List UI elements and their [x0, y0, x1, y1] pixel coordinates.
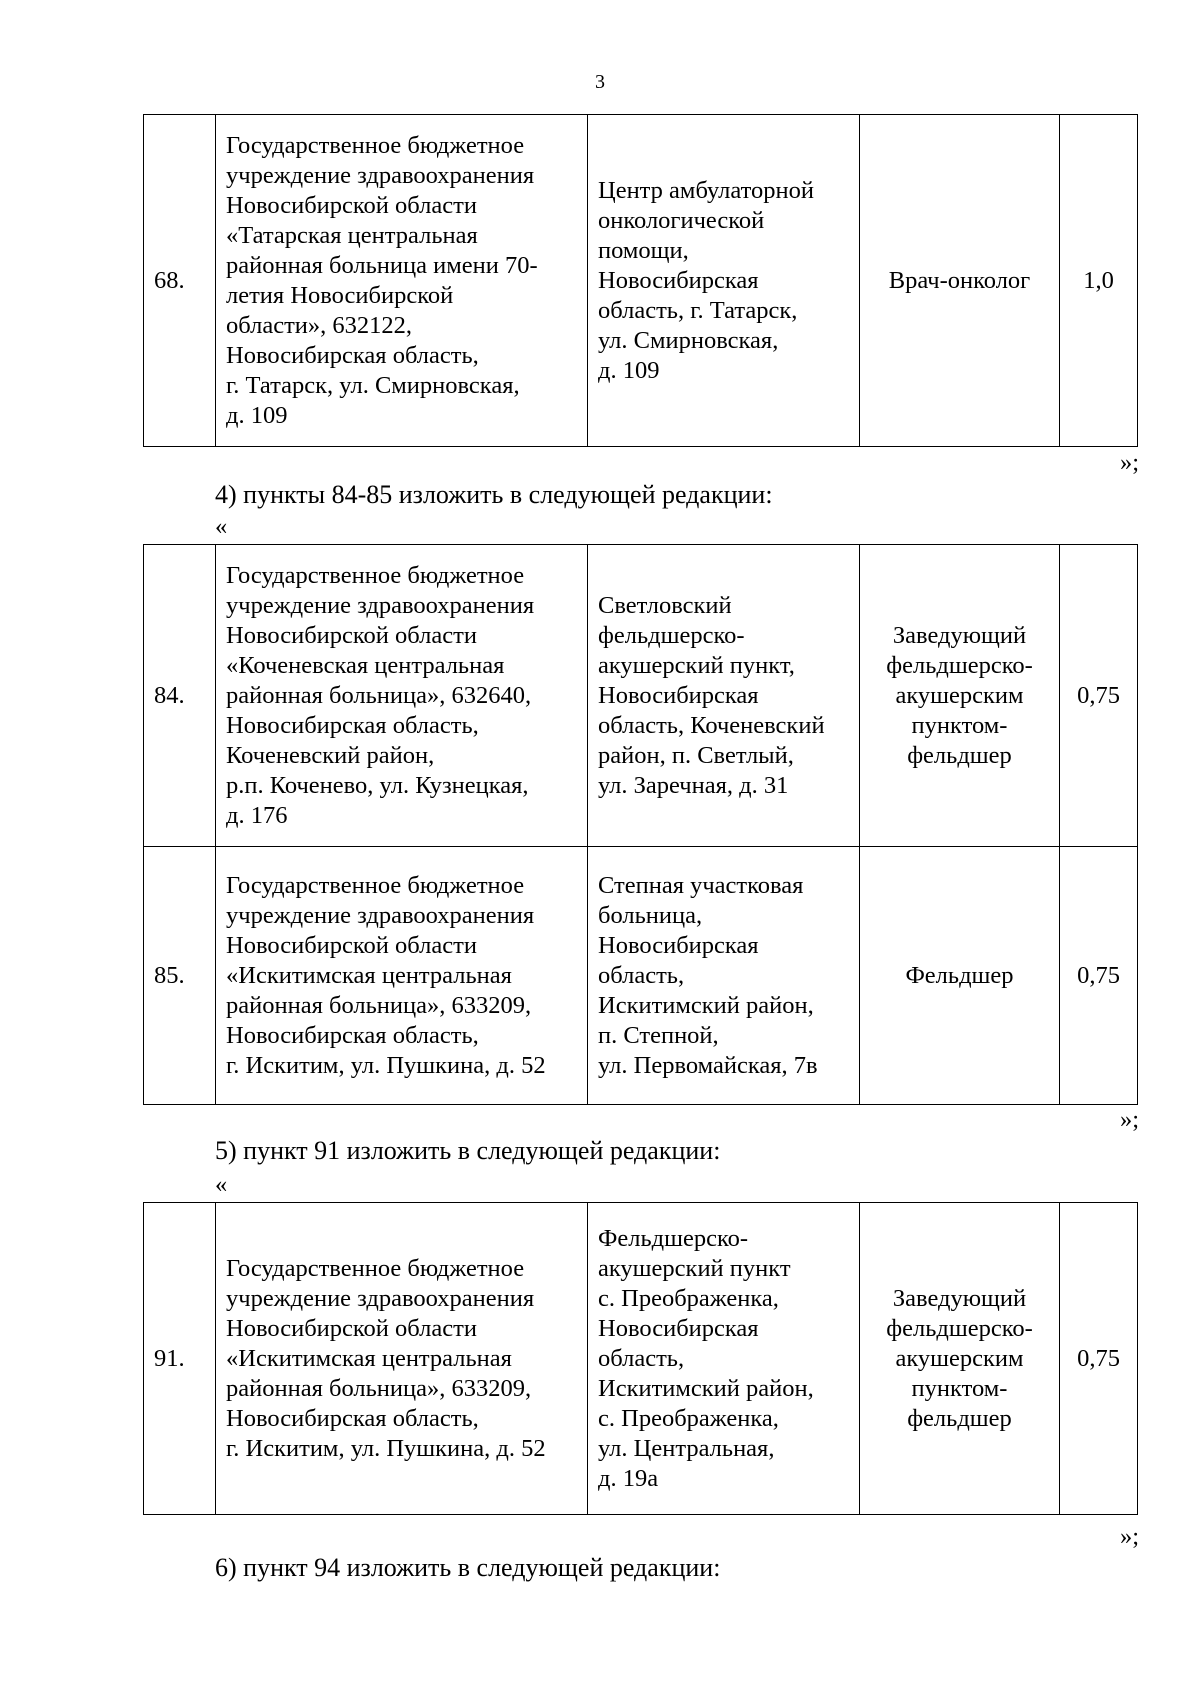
instruction-item-4: 4) пункты 84-85 изложить в следующей редакции:	[215, 480, 773, 509]
position-cell: Фельдшер	[860, 847, 1060, 1105]
institution-cell: Государственное бюджетное учреждение здравоохранения Новосибирской области «Коченевская центральная районная больница», 632640, Новосибирская область, Коченевский район, р.п. Коченево, ул. Кузнецкая, д. 176	[216, 545, 588, 847]
page-number: 3	[595, 71, 605, 93]
rate-cell: 0,75	[1060, 847, 1138, 1105]
position-cell: Заведующий фельдшерско- акушерским пунктом- фельдшер	[860, 1203, 1060, 1515]
instruction-item-6: 6) пункт 94 изложить в следующей редакции:	[215, 1553, 721, 1582]
position-cell: Заведующий фельдшерско- акушерским пунктом- фельдшер	[860, 545, 1060, 847]
institution-cell: Государственное бюджетное учреждение здравоохранения Новосибирской области «Искитимская центральная районная больница», 633209, Новосибирская область, г. Искитим, ул. Пушкина, д. 52	[216, 847, 588, 1105]
table-row	[144, 1203, 1138, 1515]
subdivision-cell: Центр амбулаторной онкологической помощи, Новосибирская область, г. Татарск, ул. Смирновская, д. 109	[588, 115, 860, 447]
subdivision-cell: Степная участковая больница, Новосибирская область, Искитимский район, п. Степной, ул. Первомайская, 7в	[588, 847, 860, 1105]
amendment-table-84-85	[143, 544, 1138, 1105]
row-number: 91.	[144, 1203, 216, 1515]
opening-quote: «	[215, 1171, 228, 1198]
table-row	[144, 115, 1138, 447]
position-cell: Врач-онколог	[860, 115, 1060, 447]
closing-quote: »;	[1120, 1106, 1140, 1133]
instruction-item-5: 5) пункт 91 изложить в следующей редакции:	[215, 1136, 721, 1165]
rate-cell: 1,0	[1060, 115, 1138, 447]
row-number: 68.	[144, 115, 216, 447]
rate-cell: 0,75	[1060, 545, 1138, 847]
closing-quote: »;	[1120, 449, 1140, 476]
table-row	[144, 847, 1138, 1105]
opening-quote: «	[215, 513, 228, 540]
amendment-table-91	[143, 1202, 1138, 1515]
institution-cell: Государственное бюджетное учреждение здравоохранения Новосибирской области «Искитимская центральная районная больница», 633209, Новосибирская область, г. Искитим, ул. Пушкина, д. 52	[216, 1203, 588, 1515]
subdivision-cell: Светловский фельдшерско- акушерский пункт, Новосибирская область, Коченевский район, п. Светлый, ул. Заречная, д. 31	[588, 545, 860, 847]
row-number: 84.	[144, 545, 216, 847]
amendment-table-68	[143, 114, 1138, 447]
table-row	[144, 545, 1138, 847]
subdivision-cell: Фельдшерско- акушерский пункт с. Преображенка, Новосибирская область, Искитимский район, с. Преображенка, ул. Центральная, д. 19а	[588, 1203, 860, 1515]
institution-cell: Государственное бюджетное учреждение здравоохранения Новосибирской области «Татарская центральная районная больница имени 70- летия Новосибирской области», 632122, Новосибирская область, г. Татарск, ул. Смирновская, д. 109	[216, 115, 588, 447]
row-number: 85.	[144, 847, 216, 1105]
closing-quote: »;	[1120, 1523, 1140, 1550]
rate-cell: 0,75	[1060, 1203, 1138, 1515]
